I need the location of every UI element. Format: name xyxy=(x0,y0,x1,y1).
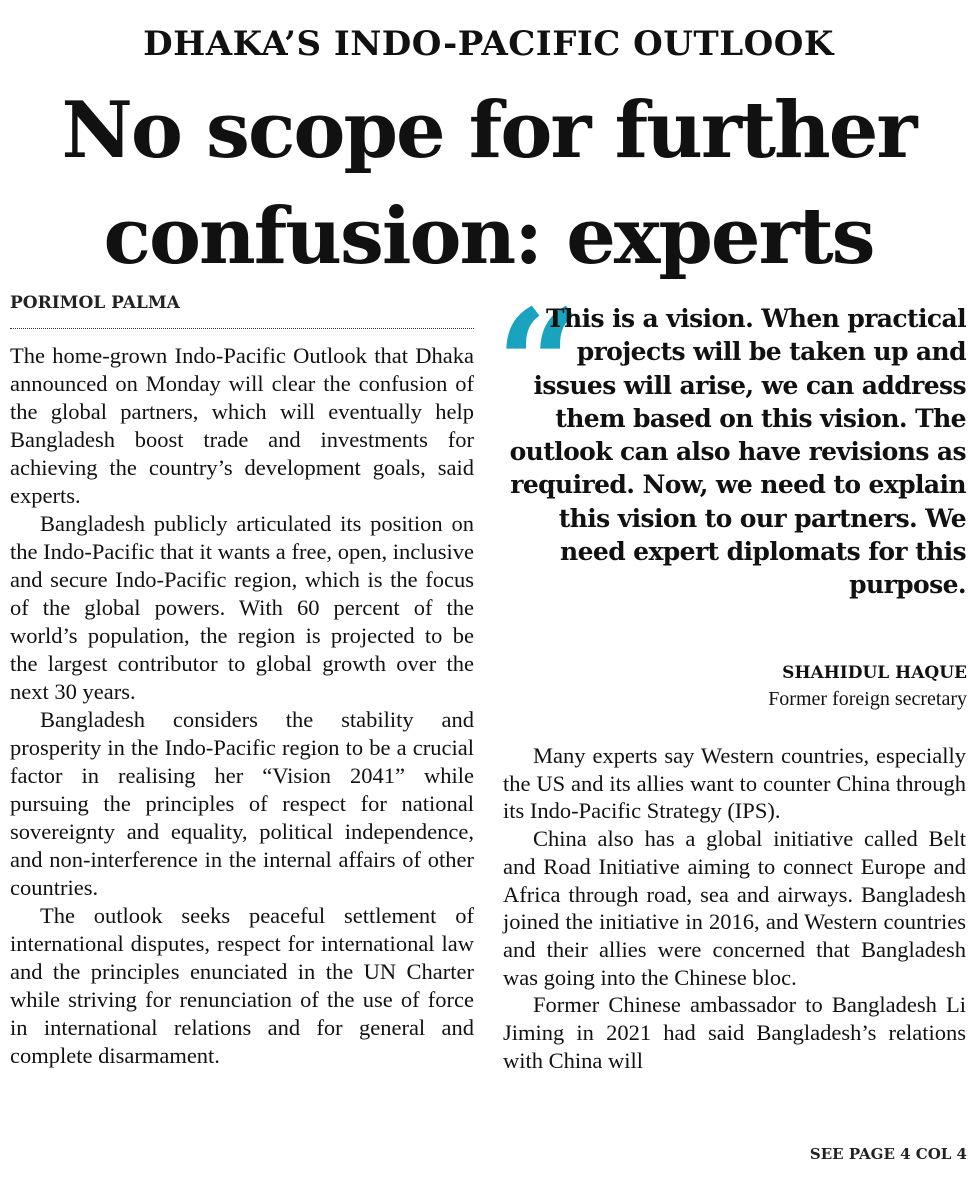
byline-divider xyxy=(10,328,474,329)
right-column xyxy=(503,742,966,1074)
headline-line-2: confusion: experts xyxy=(103,191,874,282)
kicker: DHAKA’S INDO-PACIFIC OUTLOOK xyxy=(143,24,834,64)
paragraph: The outlook seeks peaceful settlement of international disputes, respect for international law and the principles enunciated in the UN Charter while striving for renunciation of the use of force in international relations and for general and complete disarmament. xyxy=(10,903,474,1068)
quote-mark-icon: “ xyxy=(496,277,583,453)
jump-line: SEE PAGE 4 COL 4 xyxy=(809,1145,967,1163)
paragraph: Bangladesh considers the stability and prosperity in the Indo-Pacific region to be a crucial factor in realising her “Vision 2041” while pursuing the principles of respect for national sovereignty and equality, political independence, and non-interference in the internal affairs of other countries. xyxy=(10,707,474,900)
paragraph: Many experts say Western countries, especially the US and its allies want to counter China through its Indo-Pacific Strategy (IPS). xyxy=(503,743,966,824)
left-column xyxy=(10,342,474,1070)
paragraph: Former Chinese ambassador to Bangladesh Li Jiming in 2021 had said Bangladesh’s relations with China will xyxy=(503,992,966,1073)
paragraph: Bangladesh publicly articulated its position on the Indo-Pacific that it wants a free, open, inclusive and secure Indo-Pacific region, which is the focus of the global powers. With 60 percent of the world’s population, the region is projected to be the largest contributor to global growth over the next 30 years. xyxy=(10,511,474,704)
pull-quote-name: SHAHIDUL HAQUE xyxy=(782,663,967,683)
pull-quote-text: This is a vision. When practical projects will be taken up and issues will arise, we can address them based on this vision. The outlook can also have revisions as required. Now, we need to explain this vision to our partners. We need expert diplomats for this purpose. xyxy=(509,304,966,600)
headline xyxy=(0,78,977,290)
byline: PORIMOL PALMA xyxy=(10,293,180,313)
paragraph: China also has a global initiative called Belt and Road Initiative aiming to connect Europe and Africa through road, sea and airways. Bangladesh joined the initiative in 2016, and Western countries and their allies were concerned that Bangladesh was going into the Chinese bloc. xyxy=(503,826,966,990)
paragraph: The home-grown Indo-Pacific Outlook that Dhaka announced on Monday will clear the confusion of the global partners, which will eventually help Bangladesh boost trade and investments for achieving the country’s development goals, said experts. xyxy=(10,343,474,508)
pull-quote-role: Former foreign secretary xyxy=(768,688,967,710)
headline-line-1: No scope for further xyxy=(61,85,916,176)
